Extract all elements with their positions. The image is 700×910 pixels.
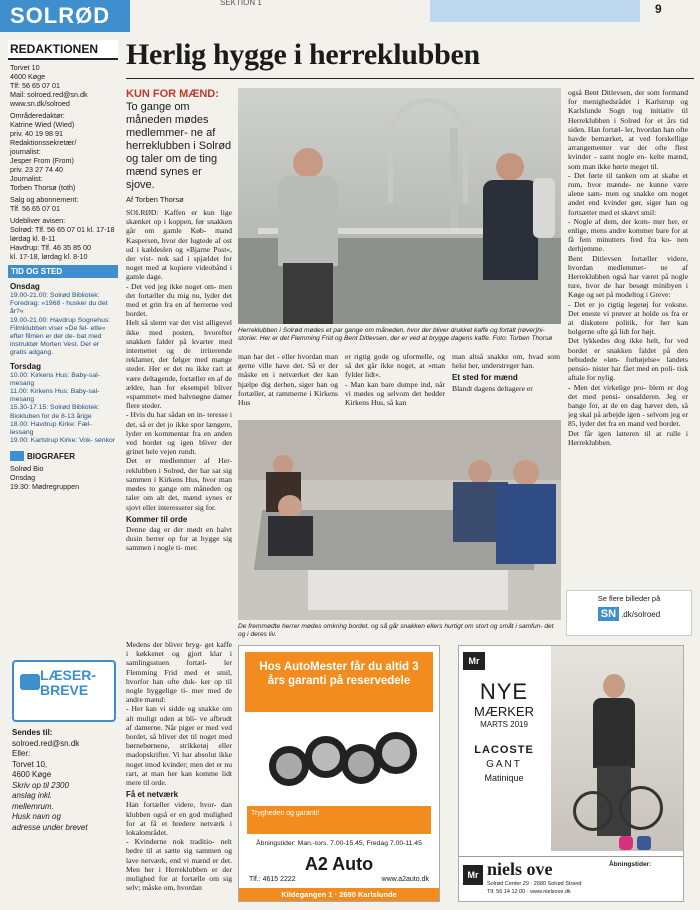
sendes-line: Husk navn og — [12, 812, 61, 821]
mid-col-b-p2: - Man kan bare dumpe ind, når vi mødes og selvom det hedder Kirkens Hus, så kan — [345, 379, 445, 408]
article-mid-col-a: man har det - eller hvordan man gerne ville have det. Så er der måske en i netværket der kan hjælpe dig derhen, siger han og fortæller, at rammerne i Kirkens Hus — [238, 352, 338, 408]
sendes-til-info — [12, 728, 116, 833]
event-item: 18.00: Havdrup Kirke: Fæl- lessang — [10, 420, 92, 437]
article-column-4 — [568, 88, 688, 588]
biografer-header — [10, 451, 116, 461]
col1-continued: Denne dag er der mødt en halvt dusin herrer op for at hygge sig sammen i nogle ti- mer. — [126, 524, 232, 553]
bio-line: Onsdag — [10, 473, 36, 483]
section-label: SEKTION 1 — [220, 0, 262, 7]
page-number: 9 — [655, 2, 662, 16]
redaktion-title: REDAKTIONEN — [8, 40, 118, 60]
article-headline: Herlig hygge i herreklubben — [126, 38, 480, 71]
photo-men-at-table — [238, 420, 561, 620]
mid-col-c-p1: man altså snakke om, hvad som helst her, understreger han. — [452, 352, 560, 371]
sendes-line: adresse under brevet — [12, 822, 88, 832]
event-item: 19.00: Karlstrup Kirke: Vok- senkor — [10, 437, 116, 445]
staff-line: priv. 23 27 74 40 — [10, 165, 64, 174]
ad-a2-body-box — [247, 806, 431, 834]
event-item: 15.30-17.15: Solrød Bibliotek: Biokluben for de 8-13 årige — [10, 404, 100, 420]
kicker-label: KUN FOR MÆND: — [126, 88, 219, 100]
article-paragraph: Bent Ditlevsen fortæller videre, hvordan medlemmer- ne af Herreklubben også har været på nogle ture, hvor de har besøgt minibyen i Køge og set på modeltog i Greve: — [568, 253, 688, 300]
sendes-line: mellemrum. — [12, 801, 54, 811]
ad-niels-date: MARTS 2019 — [480, 720, 528, 729]
article-kicker — [126, 88, 232, 192]
article-paragraph: Medens der bliver bryg- get kaffe i køkkenet og gjort klar i samlingsstuen fortæl- ler Flemming Frid med et smil, hvorfor han ofte duk- ker op til nogle hyggelige ti- mer med de andre mænd: — [126, 640, 232, 705]
ad-niels-ove — [458, 645, 684, 902]
mid-col-c-p2: Blandt dagens deltagere er — [452, 383, 533, 393]
article-paragraph: Det lykkedes dog ikke helt, for ved bordet er snakken faldet på den bebudede »løn- forhøjelse« landets pensio- nister har fået med en poli- tisk aftale for nylig. — [568, 336, 688, 383]
laeserbreve-line-2: BREVE — [40, 682, 89, 698]
event-item: 19.00-21.00: Solrød Bibliotek: Foredrag: »1968 - husker du det år?« — [10, 292, 108, 316]
staff-line: Redaktionssekretær/ — [10, 138, 77, 147]
laeserbreve-title — [40, 668, 96, 698]
film-icon — [10, 451, 24, 461]
delivery-line: kl. 17-18, lørdag kl. 8-10 — [10, 252, 88, 261]
article-paragraph: - Det er jo rigtig legetøj for voksne. Det eneste vi prøver at holde os fra er at diskutere politik, for her kan holgerne ofte gå lidt for højt. — [568, 299, 688, 337]
bio-listing — [10, 464, 116, 491]
article-paragraph: SOLRØD: Kaffen er kun lige skænket op i koppen, før snakken går om gamle Køb- mand Kaspersen, hvor der lugtede af ost ud i kældeslen og »Bjarne Post«, der vist- nok sad i spjældet for noget med at kopiere videobånd i gamle dage. — [126, 208, 232, 282]
article-byline: Af Torben Thorsø — [126, 195, 184, 204]
subhead-faa-et-netvaerk: Få et netværk — [126, 790, 179, 800]
ad-a2-brand: A2 Auto — [304, 854, 374, 874]
article-mid-col-b — [345, 352, 445, 412]
ad-niels-photo — [551, 646, 683, 851]
ad-a2-body: Trygheden og garanti! — [251, 810, 320, 817]
ad-a2-headline: Hos AutoMester får du altid 3 års garanti på reservedele — [259, 661, 419, 687]
ad-a2-contact — [249, 876, 429, 883]
article-paragraph: - Hvis du har sådan en in- teresse i det, så er det jo ikke spor længere, lyder en kommentar fra en anden ved bordet og igen bliver der grinet hele vejen rundt. — [126, 410, 232, 457]
sendes-line: Torvet 10, — [12, 759, 48, 769]
see-more-text: Se flere billeder på — [597, 594, 661, 603]
sendes-line: Eller: — [12, 749, 31, 758]
sendes-line: solroed.red@sn.dk — [12, 738, 80, 748]
sidebar — [8, 40, 118, 494]
address-line: Torvet 10 — [10, 63, 40, 72]
sales-line: Salg og abonnement: — [10, 195, 79, 204]
col2-paragraph-1: Han fortæller videre, hvor- dan klubben også er en god mulighed for at få et bredere netværk i lokalområdet. — [126, 800, 232, 838]
ad-niels-maerker: MÆRKER — [474, 704, 534, 719]
article-paragraph: også Bent Ditlevsen, der som formand for menighedsrådet i Karlstrup og Karlslunde Sogn tog initiativ til Herreklubben i Solrød for et års tid siden. Han fortæl- ler, hvordan han ofte havde bemærket, at ved forskellige arrangementer var der ofte flest kvinder - samt nogle en- kelte mænd, som man ikke hørte meget til. — [568, 88, 688, 171]
biografer-title: BIOGRAFER — [27, 451, 75, 461]
delivery-line: Udebliver avisen: — [10, 216, 66, 225]
sendes-line: 4600 Køge — [12, 770, 52, 779]
col2-paragraph-2: - Kvinderne nok traditio- nelt bedre til at sætte sig sammen og lave netværk, end vi mænd er det. Men her i Herreklubben er der mulighed for at fortælle om sig selv; måske om, hvordan — [126, 837, 232, 893]
article-paragraph: - Nogle af dem, der kom- mer her, er enlige, mens andre kommer bare for at få fem minutters fred fra ko- nen derhjemme. — [568, 216, 688, 254]
address-line: Mail: solroed.red@sn.dk — [10, 90, 88, 99]
ad-niels-brand-3: Matinique — [484, 773, 524, 783]
instagram-icon[interactable] — [619, 836, 633, 850]
ad-niels-address: Solrød Center 29 · 2680 Solrød Strand — [487, 881, 582, 887]
event-day: Onsdag — [10, 282, 40, 291]
article-paragraph: Det er medlemmer af Her- reklubben i Solrød, der har sat sig sammen i Kirkens Hus, hvor man mødes to gange om måneden og taler om alt det, mænd synes er sjovt eller interesserer sig for. — [126, 456, 232, 512]
mid-col-b-p1: er rigtig gode og uformelle, og så det går ikke noget, at »man fylder lidt«. — [345, 352, 445, 380]
address-line: Tlf: 56 65 07 01 — [10, 81, 60, 90]
photo-caption-1: Herreklubben i Solrød mødes et par gange om måneden, hvor der bliver drukket kaffe og fortalt (røver)hi- storier. Her er det Flemming Frid og Bent Ditlevsen, der er ved at brygge dagens kaffe. Foto: Torben Thorsø — [238, 327, 553, 342]
article-mid-col-c — [452, 352, 560, 418]
ad-niels-phone: Tlf. 56 14 12 00 · www.nielsove.dk — [487, 889, 571, 895]
article-paragraph: - Men det virkelige pro- blem er dog det med pensi- onsalderen. Jeg er bange for, at de en dag hæver den, så jeg skal på arbejde igen - selvom jeg er 85, lyder det fra en mand ved bordet. — [568, 382, 688, 429]
article-paragraph: - Her kan vi sidde og snakke om alt muligt uden at bli- ve afbrudt af damerne. Når piger er med ved bordet, så bliver det til noget med børnebørnene, strikketøj eller madopskrifter. Vi har absolut ikke noget imod kvinder; men det er nu rart, at man her kan komme lidt mere til orde. — [126, 704, 232, 788]
ad-niels-open-label: Åbningstider: — [609, 861, 652, 868]
article-paragraph: - Det førte til tanken om at skabe et rum, hvor mænde- ne kunne være alene sam- men og snakke om noget andet end kvinder gør, siger han og fortsætter med et skævt smil: — [568, 170, 688, 217]
ad-a2-phone: Tlf.: 4615 2222 — [249, 876, 296, 883]
ad-niels-brand-2: GANT — [486, 759, 522, 770]
redaktion-address — [10, 63, 116, 108]
sendes-line: Skriv op til 2300 — [12, 780, 69, 790]
photo-kitchen-coffee — [238, 88, 561, 324]
laeserbreve-line-1: LÆSER- — [40, 667, 96, 683]
article-paragraph: Helt så slemt var det vist alligevel ikke med posten, hvorefter snakken falder på kvarter med internettet og de irriterende reklamer, der følger med mange steder. Her er det nu ikke rart at være deltagende, fortæller en af de ældre, han for eksempel bliver »spammet« med halvnøgne damer flere steder. — [126, 318, 232, 411]
see-more-box — [566, 590, 692, 636]
article-column-2 — [126, 640, 232, 904]
ad-a2-address: Kildegangen 1 · 2690 Karlslunde — [239, 888, 439, 901]
sn-path: .dk/solroed — [621, 609, 661, 619]
event-day: Torsdag — [10, 361, 41, 371]
ad-a2-banner — [245, 652, 433, 712]
sales-line: Tlf. 56 65 07 01 — [10, 204, 60, 213]
redaktion-sales — [10, 195, 116, 213]
ad-niels-text — [459, 680, 549, 783]
sn-logo: SN — [598, 607, 619, 621]
ad-niels-badge: Mr — [463, 652, 485, 670]
facebook-icon[interactable] — [637, 836, 651, 850]
staff-line: Journalist: — [10, 174, 43, 183]
section-brand: SOLRØD — [0, 0, 130, 32]
subhead-kommer-til-orde: Kommer til orde — [126, 514, 188, 524]
delivery-line: Solrød: Tlf. 56 65 07 01 kl. 17-18 — [10, 225, 115, 234]
event-item: 10.00: Kirkens Hus: Baby-sal- mesang — [10, 371, 100, 387]
ad-niels-nye: NYE — [479, 679, 529, 704]
sn-link[interactable] — [567, 607, 691, 621]
ad-niels-footer-badge: Mr — [463, 865, 483, 885]
subhead-et-sted-for-maend: Et sted for mænd — [452, 373, 518, 383]
staff-line: Torben Thorsø (toth) — [10, 183, 76, 192]
sendes-line: Sendes til: — [12, 728, 53, 737]
delivery-line: Havdrup: Tlf. 46 35 85 00 — [10, 243, 91, 252]
staff-line: journalist: — [10, 147, 41, 156]
ad-a2-auto — [238, 645, 440, 902]
staff-line: Katrine Wied (Wied) — [10, 120, 75, 129]
events-list — [8, 282, 118, 445]
header-banner — [430, 0, 640, 22]
event-item: 19.00-21.00: Havdrup Sognehus: Filmklubben viser »De fel- ette« efter filmen er der de- bat med instruktør Morten Vest. Der er gratis adgang. — [10, 316, 111, 357]
article-paragraph: Det får igen latteren til at rulle i Herreklubben. — [568, 428, 688, 447]
sendes-line: anslag inkl. — [12, 791, 53, 800]
article-column-1 — [126, 208, 232, 646]
bio-line: 19.30: Mødregruppen — [10, 482, 80, 492]
redaktion-staff — [10, 111, 116, 192]
kicker-text: To gange om måneden mødes medlemmer- ne af herreklubben i Solrød og taler om de ting mænd synes er sjove. — [126, 101, 232, 191]
speech-bubble-icon — [20, 674, 40, 690]
event-item: 11.00: Kirkens Hus: Baby-sal- mesang — [10, 388, 100, 404]
redaktion-delivery — [10, 216, 116, 261]
staff-line: Jesper From (From) — [10, 156, 74, 165]
ad-a2-web[interactable]: www.a2auto.dk — [381, 876, 429, 883]
article-paragraph: - Det ved jeg ikke noget om- men det fortæller du mig nu, lyder det med et grin fra en af herrerne ved bordet. — [126, 281, 232, 319]
ad-a2-hours: Åbningstider: Man.-tors. 7.00-15.45, Fredag 7.00-11.45 — [256, 840, 422, 847]
staff-line: priv. 40 19 98 91 — [10, 129, 64, 138]
bio-line: Solrød Bio — [10, 464, 44, 474]
address-line: www.sn.dk/solroed — [10, 99, 70, 108]
address-line: 4600 Køge — [10, 72, 46, 81]
tires-image — [269, 726, 419, 796]
photo-caption-2: De fremmødte herrer mødes omkring bordet, og så går snakken ellers hurtigt om stort og småt i samfun- det og i deres liv. — [238, 623, 554, 638]
ad-niels-shop-name: niels ove — [487, 859, 553, 879]
ad-niels-brand-1: LACOSTE — [474, 744, 534, 756]
headline-divider — [126, 78, 694, 79]
tid-og-sted-title: TID OG STED — [8, 265, 118, 278]
ad-niels-footer — [459, 856, 683, 902]
staff-line: Områderedaktør: — [10, 111, 65, 120]
delivery-line: lørdag kl. 8-11 — [10, 234, 56, 243]
